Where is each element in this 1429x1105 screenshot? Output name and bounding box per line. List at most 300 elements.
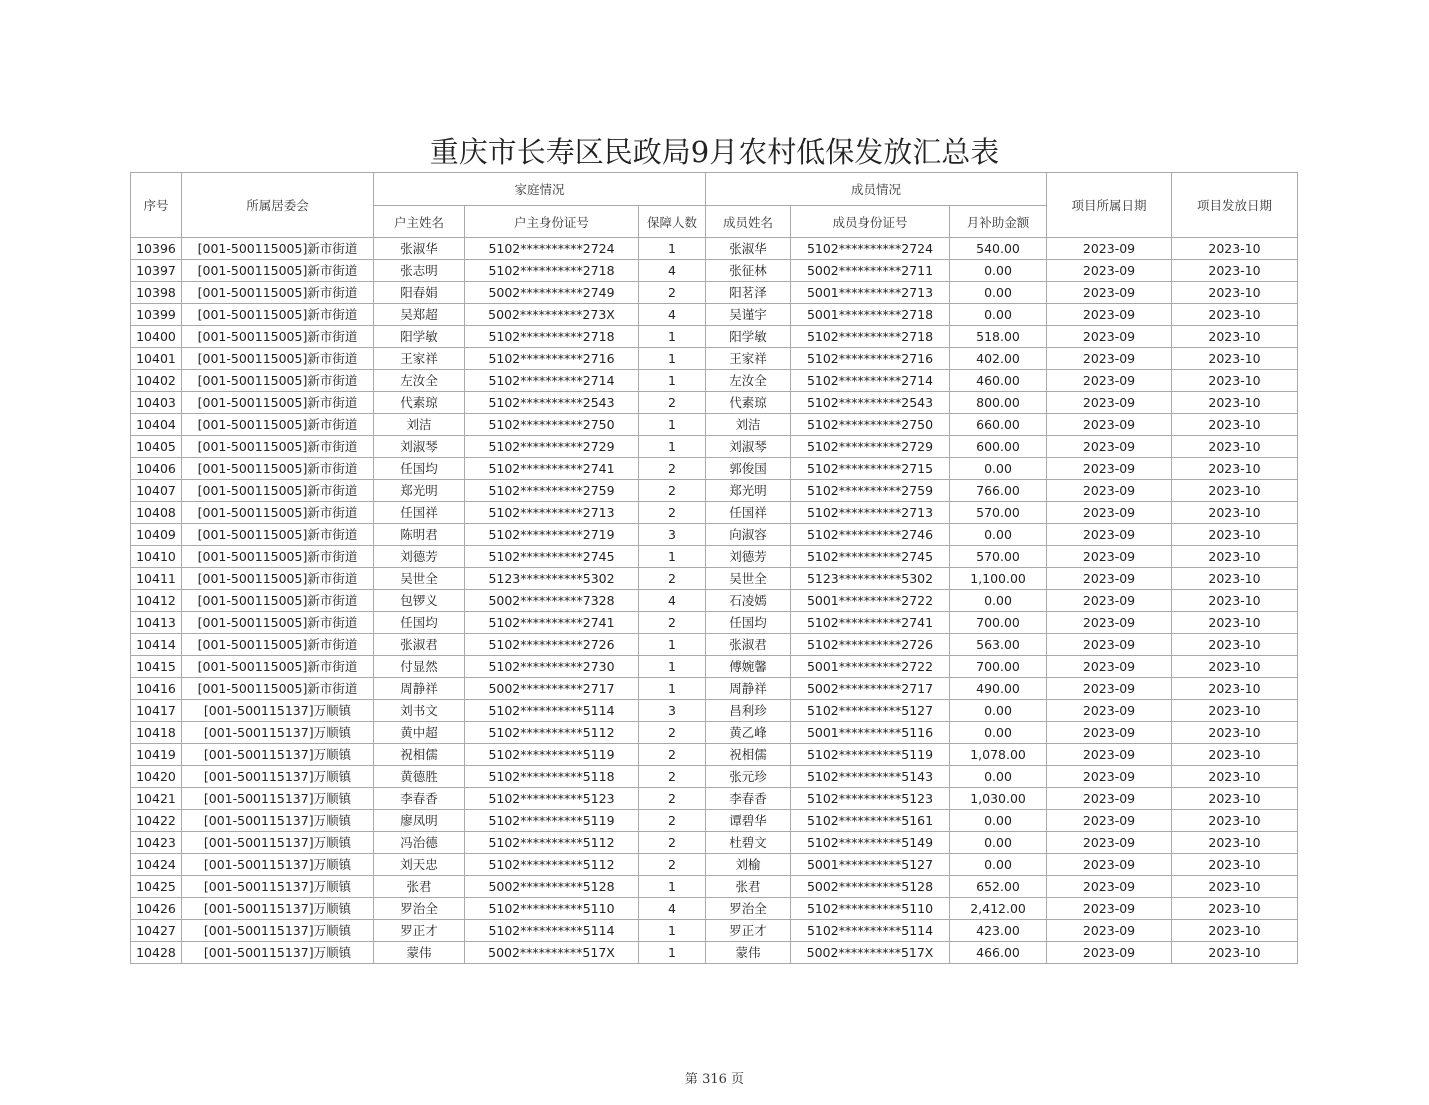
cell-head-name: 周静祥 [374, 678, 465, 700]
cell-head-name: 任国祥 [374, 502, 465, 524]
cell-head-id: 5102**********2716 [465, 348, 639, 370]
cell-head-id: 5102**********2719 [465, 524, 639, 546]
table-row [131, 810, 1298, 832]
cell-head-name: 王家祥 [374, 348, 465, 370]
cell-monthly-amount: 0.00 [950, 304, 1047, 326]
header-committee: 所属居委会 [182, 173, 374, 238]
cell-committee: [001-500115137]万顺镇 [182, 854, 374, 876]
cell-committee: [001-500115137]万顺镇 [182, 766, 374, 788]
cell-member-name: 任国祥 [706, 502, 791, 524]
header-family-group: 家庭情况 [374, 173, 706, 206]
cell-seq: 10425 [131, 876, 182, 898]
cell-head-name: 左汝全 [374, 370, 465, 392]
cell-head-id: 5102**********2714 [465, 370, 639, 392]
header-issue-date: 项目发放日期 [1172, 173, 1298, 238]
cell-issue-date: 2023-10 [1172, 766, 1298, 788]
cell-head-id: 5102**********5112 [465, 722, 639, 744]
cell-head-id: 5102**********5119 [465, 744, 639, 766]
cell-covered-count: 1 [639, 876, 706, 898]
cell-seq: 10406 [131, 458, 182, 480]
cell-monthly-amount: 600.00 [950, 436, 1047, 458]
cell-covered-count: 4 [639, 260, 706, 282]
cell-member-name: 傅婉馨 [706, 656, 791, 678]
cell-covered-count: 3 [639, 524, 706, 546]
cell-member-name: 向淑容 [706, 524, 791, 546]
cell-head-id: 5102**********2718 [465, 260, 639, 282]
cell-member-name: 代素琼 [706, 392, 791, 414]
cell-project-date: 2023-09 [1047, 392, 1172, 414]
cell-head-id: 5102**********2729 [465, 436, 639, 458]
cell-member-name: 罗治全 [706, 898, 791, 920]
cell-covered-count: 2 [639, 832, 706, 854]
cell-member-id: 5102**********2715 [791, 458, 950, 480]
cell-issue-date: 2023-10 [1172, 282, 1298, 304]
cell-issue-date: 2023-10 [1172, 898, 1298, 920]
cell-covered-count: 1 [639, 920, 706, 942]
cell-project-date: 2023-09 [1047, 854, 1172, 876]
cell-head-name: 阳学敏 [374, 326, 465, 348]
cell-member-name: 张君 [706, 876, 791, 898]
cell-member-id: 5102**********2750 [791, 414, 950, 436]
table-row [131, 524, 1298, 546]
header-member-name: 成员姓名 [706, 206, 791, 238]
cell-member-id: 5102**********5143 [791, 766, 950, 788]
header-member-id: 成员身份证号 [791, 206, 950, 238]
header-member-group: 成员情况 [706, 173, 1047, 206]
cell-member-id: 5102**********2713 [791, 502, 950, 524]
table-row [131, 898, 1298, 920]
cell-monthly-amount: 563.00 [950, 634, 1047, 656]
cell-seq: 10426 [131, 898, 182, 920]
cell-committee: [001-500115005]新市街道 [182, 326, 374, 348]
cell-member-name: 黄乙峰 [706, 722, 791, 744]
table-row [131, 788, 1298, 810]
cell-project-date: 2023-09 [1047, 414, 1172, 436]
cell-project-date: 2023-09 [1047, 238, 1172, 260]
cell-member-id: 5102**********5110 [791, 898, 950, 920]
table-row [131, 348, 1298, 370]
cell-seq: 10421 [131, 788, 182, 810]
cell-head-id: 5102**********2713 [465, 502, 639, 524]
cell-member-name: 郭俊国 [706, 458, 791, 480]
cell-issue-date: 2023-10 [1172, 480, 1298, 502]
cell-covered-count: 1 [639, 656, 706, 678]
cell-issue-date: 2023-10 [1172, 590, 1298, 612]
table-row [131, 502, 1298, 524]
cell-head-name: 付显然 [374, 656, 465, 678]
table-row [131, 854, 1298, 876]
cell-issue-date: 2023-10 [1172, 458, 1298, 480]
cell-covered-count: 2 [639, 788, 706, 810]
cell-issue-date: 2023-10 [1172, 260, 1298, 282]
cell-head-name: 吴郑超 [374, 304, 465, 326]
cell-issue-date: 2023-10 [1172, 788, 1298, 810]
cell-project-date: 2023-09 [1047, 304, 1172, 326]
cell-issue-date: 2023-10 [1172, 700, 1298, 722]
cell-seq: 10413 [131, 612, 182, 634]
cell-head-id: 5102**********2759 [465, 480, 639, 502]
cell-covered-count: 1 [639, 370, 706, 392]
table-row [131, 546, 1298, 568]
table-row [131, 832, 1298, 854]
cell-monthly-amount: 1,030.00 [950, 788, 1047, 810]
table-row [131, 766, 1298, 788]
cell-head-name: 郑光明 [374, 480, 465, 502]
cell-monthly-amount: 1,078.00 [950, 744, 1047, 766]
cell-head-id: 5002**********2717 [465, 678, 639, 700]
header-project-date: 项目所属日期 [1047, 173, 1172, 238]
cell-seq: 10422 [131, 810, 182, 832]
cell-covered-count: 1 [639, 238, 706, 260]
cell-issue-date: 2023-10 [1172, 920, 1298, 942]
cell-seq: 10410 [131, 546, 182, 568]
table-row [131, 678, 1298, 700]
cell-monthly-amount: 466.00 [950, 942, 1047, 964]
cell-issue-date: 2023-10 [1172, 348, 1298, 370]
header-covered-count: 保障人数 [639, 206, 706, 238]
cell-project-date: 2023-09 [1047, 942, 1172, 964]
cell-committee: [001-500115005]新市街道 [182, 414, 374, 436]
table-row [131, 920, 1298, 942]
cell-head-id: 5102**********2741 [465, 612, 639, 634]
cell-head-name: 张君 [374, 876, 465, 898]
cell-member-id: 5001**********5127 [791, 854, 950, 876]
cell-member-name: 杜碧文 [706, 832, 791, 854]
cell-monthly-amount: 660.00 [950, 414, 1047, 436]
cell-member-id: 5002**********517X [791, 942, 950, 964]
cell-member-id: 5102**********5123 [791, 788, 950, 810]
cell-head-id: 5102**********2750 [465, 414, 639, 436]
cell-monthly-amount: 0.00 [950, 766, 1047, 788]
cell-seq: 10403 [131, 392, 182, 414]
cell-committee: [001-500115005]新市街道 [182, 458, 374, 480]
cell-issue-date: 2023-10 [1172, 326, 1298, 348]
table-row [131, 238, 1298, 260]
cell-member-id: 5102**********2759 [791, 480, 950, 502]
cell-seq: 10412 [131, 590, 182, 612]
cell-project-date: 2023-09 [1047, 722, 1172, 744]
cell-seq: 10420 [131, 766, 182, 788]
cell-member-name: 谭碧华 [706, 810, 791, 832]
cell-member-name: 周静祥 [706, 678, 791, 700]
table-row [131, 392, 1298, 414]
cell-issue-date: 2023-10 [1172, 414, 1298, 436]
table-row [131, 590, 1298, 612]
cell-monthly-amount: 0.00 [950, 810, 1047, 832]
cell-monthly-amount: 518.00 [950, 326, 1047, 348]
cell-monthly-amount: 2,412.00 [950, 898, 1047, 920]
cell-seq: 10399 [131, 304, 182, 326]
cell-member-name: 吴谨宇 [706, 304, 791, 326]
cell-head-name: 张淑华 [374, 238, 465, 260]
cell-head-id: 5002**********2749 [465, 282, 639, 304]
cell-issue-date: 2023-10 [1172, 392, 1298, 414]
cell-project-date: 2023-09 [1047, 920, 1172, 942]
cell-covered-count: 2 [639, 810, 706, 832]
cell-issue-date: 2023-10 [1172, 612, 1298, 634]
cell-covered-count: 2 [639, 568, 706, 590]
cell-member-name: 罗正才 [706, 920, 791, 942]
cell-issue-date: 2023-10 [1172, 656, 1298, 678]
cell-issue-date: 2023-10 [1172, 546, 1298, 568]
cell-committee: [001-500115137]万顺镇 [182, 744, 374, 766]
cell-head-id: 5102**********2741 [465, 458, 639, 480]
cell-project-date: 2023-09 [1047, 568, 1172, 590]
cell-member-name: 刘德芳 [706, 546, 791, 568]
table-header [131, 173, 1298, 238]
cell-member-id: 5102**********2724 [791, 238, 950, 260]
cell-committee: [001-500115005]新市街道 [182, 238, 374, 260]
cell-covered-count: 2 [639, 458, 706, 480]
cell-covered-count: 2 [639, 282, 706, 304]
cell-seq: 10409 [131, 524, 182, 546]
cell-head-name: 任国均 [374, 612, 465, 634]
cell-committee: [001-500115005]新市街道 [182, 282, 374, 304]
cell-project-date: 2023-09 [1047, 700, 1172, 722]
cell-member-id: 5102**********2745 [791, 546, 950, 568]
cell-committee: [001-500115005]新市街道 [182, 678, 374, 700]
cell-covered-count: 2 [639, 854, 706, 876]
cell-issue-date: 2023-10 [1172, 304, 1298, 326]
cell-issue-date: 2023-10 [1172, 568, 1298, 590]
cell-project-date: 2023-09 [1047, 876, 1172, 898]
cell-head-name: 刘天忠 [374, 854, 465, 876]
cell-head-name: 刘洁 [374, 414, 465, 436]
header-monthly-amount: 月补助金额 [950, 206, 1047, 238]
cell-seq: 10396 [131, 238, 182, 260]
cell-head-id: 5002**********273X [465, 304, 639, 326]
cell-member-id: 5102**********2718 [791, 326, 950, 348]
cell-seq: 10419 [131, 744, 182, 766]
header-head-id: 户主身份证号 [465, 206, 639, 238]
cell-project-date: 2023-09 [1047, 436, 1172, 458]
cell-issue-date: 2023-10 [1172, 832, 1298, 854]
cell-issue-date: 2023-10 [1172, 436, 1298, 458]
cell-issue-date: 2023-10 [1172, 502, 1298, 524]
cell-head-name: 冯治德 [374, 832, 465, 854]
cell-monthly-amount: 0.00 [950, 722, 1047, 744]
cell-committee: [001-500115005]新市街道 [182, 634, 374, 656]
cell-issue-date: 2023-10 [1172, 942, 1298, 964]
cell-seq: 10404 [131, 414, 182, 436]
cell-monthly-amount: 0.00 [950, 590, 1047, 612]
cell-monthly-amount: 402.00 [950, 348, 1047, 370]
cell-member-id: 5001**********2713 [791, 282, 950, 304]
cell-member-name: 李春香 [706, 788, 791, 810]
cell-committee: [001-500115005]新市街道 [182, 260, 374, 282]
cell-member-id: 5123**********5302 [791, 568, 950, 590]
cell-monthly-amount: 1,100.00 [950, 568, 1047, 590]
table-body [131, 238, 1298, 964]
cell-head-id: 5102**********5119 [465, 810, 639, 832]
cell-seq: 10415 [131, 656, 182, 678]
page-footer [0, 1068, 1429, 1087]
cell-member-name: 祝相儒 [706, 744, 791, 766]
cell-monthly-amount: 423.00 [950, 920, 1047, 942]
table-row [131, 370, 1298, 392]
cell-member-id: 5001**********2722 [791, 590, 950, 612]
cell-project-date: 2023-09 [1047, 260, 1172, 282]
footer-suffix: 页 [731, 1072, 745, 1087]
cell-project-date: 2023-09 [1047, 480, 1172, 502]
page-title: 重庆市长寿区民政局9月农村低保发放汇总表 [429, 135, 1000, 169]
cell-head-id: 5002**********7328 [465, 590, 639, 612]
table-row [131, 876, 1298, 898]
cell-committee: [001-500115005]新市街道 [182, 502, 374, 524]
cell-head-id: 5102**********2745 [465, 546, 639, 568]
cell-seq: 10424 [131, 854, 182, 876]
cell-head-name: 黄中超 [374, 722, 465, 744]
cell-head-name: 刘德芳 [374, 546, 465, 568]
table-row [131, 480, 1298, 502]
cell-project-date: 2023-09 [1047, 348, 1172, 370]
cell-seq: 10405 [131, 436, 182, 458]
cell-member-id: 5001**********2718 [791, 304, 950, 326]
table-row [131, 700, 1298, 722]
cell-member-name: 蒙伟 [706, 942, 791, 964]
cell-monthly-amount: 0.00 [950, 458, 1047, 480]
cell-head-name: 李春香 [374, 788, 465, 810]
cell-monthly-amount: 0.00 [950, 260, 1047, 282]
cell-committee: [001-500115137]万顺镇 [182, 788, 374, 810]
cell-member-id: 5102**********5114 [791, 920, 950, 942]
table-row [131, 722, 1298, 744]
cell-monthly-amount: 0.00 [950, 854, 1047, 876]
cell-head-name: 张志明 [374, 260, 465, 282]
header-seq: 序号 [131, 173, 182, 238]
cell-member-name: 郑光明 [706, 480, 791, 502]
cell-covered-count: 3 [639, 700, 706, 722]
cell-member-id: 5102**********2746 [791, 524, 950, 546]
allowance-summary-table [130, 172, 1298, 964]
cell-head-id: 5102**********5118 [465, 766, 639, 788]
cell-head-name: 陈明君 [374, 524, 465, 546]
cell-covered-count: 1 [639, 326, 706, 348]
cell-covered-count: 4 [639, 304, 706, 326]
cell-head-id: 5102**********2726 [465, 634, 639, 656]
cell-covered-count: 2 [639, 480, 706, 502]
cell-monthly-amount: 460.00 [950, 370, 1047, 392]
cell-member-name: 刘洁 [706, 414, 791, 436]
table-row [131, 326, 1298, 348]
cell-project-date: 2023-09 [1047, 656, 1172, 678]
cell-covered-count: 1 [639, 348, 706, 370]
cell-head-name: 廖凤明 [374, 810, 465, 832]
cell-covered-count: 2 [639, 744, 706, 766]
cell-head-name: 罗治全 [374, 898, 465, 920]
cell-member-id: 5102**********2729 [791, 436, 950, 458]
cell-head-name: 罗正才 [374, 920, 465, 942]
cell-issue-date: 2023-10 [1172, 876, 1298, 898]
cell-covered-count: 1 [639, 414, 706, 436]
table-row [131, 282, 1298, 304]
cell-head-id: 5102**********2730 [465, 656, 639, 678]
cell-head-name: 任国均 [374, 458, 465, 480]
cell-monthly-amount: 0.00 [950, 524, 1047, 546]
cell-monthly-amount: 540.00 [950, 238, 1047, 260]
cell-member-id: 5002**********2711 [791, 260, 950, 282]
cell-member-name: 吴世全 [706, 568, 791, 590]
cell-project-date: 2023-09 [1047, 502, 1172, 524]
cell-project-date: 2023-09 [1047, 744, 1172, 766]
cell-issue-date: 2023-10 [1172, 524, 1298, 546]
cell-member-name: 左汝全 [706, 370, 791, 392]
cell-committee: [001-500115137]万顺镇 [182, 920, 374, 942]
cell-committee: [001-500115005]新市街道 [182, 612, 374, 634]
table-row [131, 458, 1298, 480]
cell-member-id: 5102**********2741 [791, 612, 950, 634]
cell-project-date: 2023-09 [1047, 282, 1172, 304]
cell-committee: [001-500115005]新市街道 [182, 546, 374, 568]
cell-member-id: 5102**********2543 [791, 392, 950, 414]
cell-covered-count: 2 [639, 766, 706, 788]
cell-head-id: 5102**********5112 [465, 832, 639, 854]
cell-head-name: 包锣义 [374, 590, 465, 612]
table-row [131, 744, 1298, 766]
cell-head-id: 5102**********5123 [465, 788, 639, 810]
cell-committee: [001-500115005]新市街道 [182, 656, 374, 678]
cell-seq: 10401 [131, 348, 182, 370]
cell-head-id: 5102**********5112 [465, 854, 639, 876]
cell-member-name: 任国均 [706, 612, 791, 634]
cell-project-date: 2023-09 [1047, 458, 1172, 480]
cell-head-name: 阳春娟 [374, 282, 465, 304]
cell-member-id: 5102**********5119 [791, 744, 950, 766]
cell-monthly-amount: 490.00 [950, 678, 1047, 700]
cell-covered-count: 1 [639, 942, 706, 964]
cell-committee: [001-500115005]新市街道 [182, 590, 374, 612]
cell-covered-count: 1 [639, 546, 706, 568]
cell-covered-count: 2 [639, 502, 706, 524]
cell-head-id: 5002**********517X [465, 942, 639, 964]
cell-issue-date: 2023-10 [1172, 634, 1298, 656]
cell-member-id: 5102**********2716 [791, 348, 950, 370]
cell-covered-count: 4 [639, 590, 706, 612]
cell-monthly-amount: 570.00 [950, 546, 1047, 568]
cell-issue-date: 2023-10 [1172, 854, 1298, 876]
cell-project-date: 2023-09 [1047, 524, 1172, 546]
cell-issue-date: 2023-10 [1172, 810, 1298, 832]
cell-head-name: 祝相儒 [374, 744, 465, 766]
cell-head-id: 5102**********2543 [465, 392, 639, 414]
cell-covered-count: 1 [639, 436, 706, 458]
cell-project-date: 2023-09 [1047, 326, 1172, 348]
cell-committee: [001-500115137]万顺镇 [182, 722, 374, 744]
cell-head-id: 5102**********2724 [465, 238, 639, 260]
cell-head-id: 5123**********5302 [465, 568, 639, 590]
cell-monthly-amount: 652.00 [950, 876, 1047, 898]
cell-head-id: 5102**********2718 [465, 326, 639, 348]
cell-member-name: 阳茗泽 [706, 282, 791, 304]
cell-issue-date: 2023-10 [1172, 238, 1298, 260]
cell-project-date: 2023-09 [1047, 810, 1172, 832]
cell-committee: [001-500115137]万顺镇 [182, 832, 374, 854]
footer-prefix: 第 [684, 1072, 698, 1087]
cell-committee: [001-500115005]新市街道 [182, 524, 374, 546]
cell-committee: [001-500115137]万顺镇 [182, 700, 374, 722]
cell-member-name: 张征林 [706, 260, 791, 282]
table-row [131, 414, 1298, 436]
cell-member-name: 王家祥 [706, 348, 791, 370]
cell-member-id: 5001**********2722 [791, 656, 950, 678]
cell-committee: [001-500115137]万顺镇 [182, 810, 374, 832]
cell-committee: [001-500115005]新市街道 [182, 370, 374, 392]
header-head-name: 户主姓名 [374, 206, 465, 238]
cell-seq: 10427 [131, 920, 182, 942]
cell-seq: 10423 [131, 832, 182, 854]
cell-covered-count: 2 [639, 612, 706, 634]
cell-monthly-amount: 700.00 [950, 612, 1047, 634]
